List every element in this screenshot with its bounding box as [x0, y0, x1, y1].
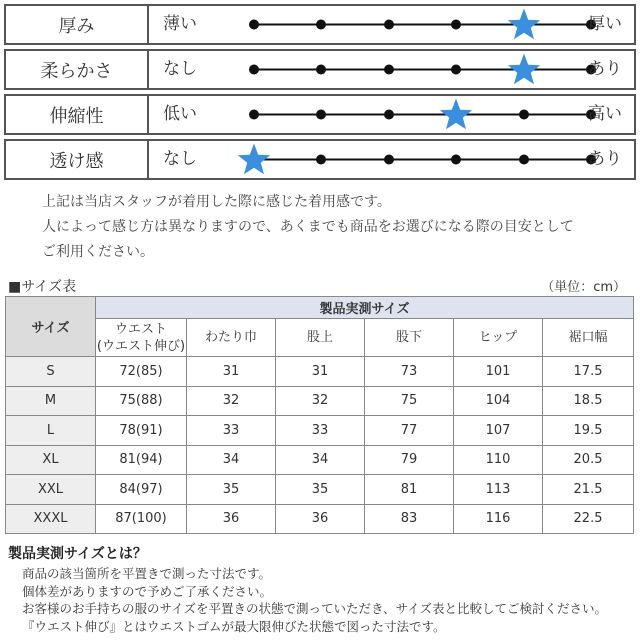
feel-row-softness [4, 49, 636, 90]
table-row [6, 416, 634, 446]
scale-dot [519, 110, 529, 120]
feel-label: 厚み [4, 4, 149, 45]
feel-track [149, 49, 636, 90]
feel-left-label: 薄い [163, 14, 197, 34]
table-cell: 113 [454, 475, 543, 505]
star-icon [508, 54, 540, 85]
table-cell: 81(94) [96, 445, 187, 475]
column-header: ヒップ [454, 319, 543, 357]
feel-track [149, 139, 636, 180]
scale-dot [451, 65, 461, 75]
table-cell: 87(100) [96, 504, 187, 534]
star-icon [238, 144, 270, 175]
scale-dot [384, 110, 394, 120]
table-cell: 107 [454, 416, 543, 446]
table-cell: 36 [276, 504, 365, 534]
note-line: ご利用ください。 [42, 244, 154, 260]
table-cell: 34 [187, 445, 276, 475]
table-cell: 31 [276, 357, 365, 387]
size-cell: L [6, 416, 96, 446]
table-cell: 78(91) [96, 416, 187, 446]
scale-dot [519, 155, 529, 165]
table-cell: 19.5 [543, 416, 634, 446]
column-header: わたり巾 [187, 319, 276, 357]
table-cell: 101 [454, 357, 543, 387]
scale-dot [451, 155, 461, 165]
table-cell: 35 [187, 475, 276, 505]
feel-track [149, 94, 636, 135]
table-cell: 77 [365, 416, 454, 446]
feel-chart [4, 4, 636, 180]
definition-line: 個体差がありますので予めご了承ください。 [22, 583, 273, 599]
note-line: 人によって感じ方は異なりますので、あくまでも商品をお選びになる際の目安として [42, 219, 574, 235]
feel-scale [149, 141, 634, 178]
table-cell: 110 [454, 445, 543, 475]
table-cell: 116 [454, 504, 543, 534]
scale-dot [451, 20, 461, 30]
table-cell: 81 [365, 475, 454, 505]
column-header: 裾口幅 [543, 319, 634, 357]
column-header-label: ウエスト (ウエスト伸び) [96, 321, 186, 354]
group-header: 製品実測サイズ [96, 297, 634, 319]
feel-scale [149, 51, 634, 88]
star-icon [440, 99, 472, 130]
feel-row-sheerness [4, 139, 636, 180]
column-header: 股上 [276, 319, 365, 357]
column-header: 股下 [365, 319, 454, 357]
table-cell: 73 [365, 357, 454, 387]
scale-dot [316, 110, 326, 120]
table-cell: 72(85) [96, 357, 187, 387]
size-cell: XL [6, 445, 96, 475]
definition-line: 商品の該当箇所を平置きで測った寸法です。 [22, 566, 272, 581]
scale-dot [316, 155, 326, 165]
table-row [6, 475, 634, 505]
definition-line: お客様のお手持ちの服のサイズを平置きの状態で測っていただき、サイズ表と比較してご検討ください。 [22, 601, 608, 616]
feel-left-label: 低い [163, 104, 197, 124]
table-cell: 33 [276, 416, 365, 446]
note-line: 上記は当店スタッフが着用した際に感じた着用感です。 [42, 194, 391, 210]
size-cell: S [6, 357, 96, 387]
feel-label: 柔らかさ [4, 49, 149, 90]
column-header [96, 319, 187, 357]
feel-row-stretch [4, 94, 636, 135]
table-cell: 84(97) [96, 475, 187, 505]
table-cell: 32 [187, 386, 276, 416]
table-cell: 17.5 [543, 357, 634, 387]
table-cell: 83 [365, 504, 454, 534]
scale-dot [249, 110, 259, 120]
table-cell: 18.5 [543, 386, 634, 416]
scale-dot [384, 65, 394, 75]
table-cell: 104 [454, 386, 543, 416]
feel-right-label: 厚い [588, 14, 622, 34]
table-cell: 20.5 [543, 445, 634, 475]
feel-notes [42, 190, 574, 265]
scale-dot [249, 20, 259, 30]
table-cell: 21.5 [543, 475, 634, 505]
size-table-title: ■サイズ表 [8, 279, 77, 295]
table-row [6, 386, 634, 416]
feel-left-label: なし [163, 59, 197, 79]
scale-dot [384, 155, 394, 165]
star-icon [508, 9, 540, 40]
unit-label: （単位：cm） [541, 280, 626, 295]
table-cell: 31 [187, 357, 276, 387]
feel-label: 透け感 [4, 139, 149, 180]
scale-dot [316, 20, 326, 30]
feel-right-label: あり [588, 149, 622, 169]
table-cell: 36 [187, 504, 276, 534]
table-row [6, 357, 634, 387]
table-row [6, 504, 634, 534]
scale-dot [249, 65, 259, 75]
definition-title: 製品実測サイズとは？ [8, 546, 147, 562]
table-cell: 75(88) [96, 386, 187, 416]
table-cell: 79 [365, 445, 454, 475]
feel-scale [149, 96, 634, 133]
table-cell: 22.5 [543, 504, 634, 534]
scale-dot [384, 20, 394, 30]
table-row [6, 445, 634, 475]
size-header: サイズ [6, 297, 96, 357]
feel-scale [149, 6, 634, 43]
feel-left-label: なし [163, 149, 197, 169]
feel-label: 伸縮性 [4, 94, 149, 135]
definition-line: 『ウエスト伸び』とはウエストゴムが最大限伸びた状態で図った寸法です。 [22, 618, 446, 634]
table-cell: 33 [187, 416, 276, 446]
size-cell: XXXL [6, 504, 96, 534]
table-cell: 35 [276, 475, 365, 505]
size-cell: XXL [6, 475, 96, 505]
table-cell: 75 [365, 386, 454, 416]
table-cell: 34 [276, 445, 365, 475]
scale-dot [316, 65, 326, 75]
table-cell: 32 [276, 386, 365, 416]
feel-row-thickness [4, 4, 636, 45]
definition-text [22, 565, 607, 635]
feel-right-label: 高い [588, 104, 622, 124]
feel-right-label: あり [588, 59, 622, 79]
feel-track [149, 4, 636, 45]
size-table [5, 296, 634, 534]
size-cell: M [6, 386, 96, 416]
